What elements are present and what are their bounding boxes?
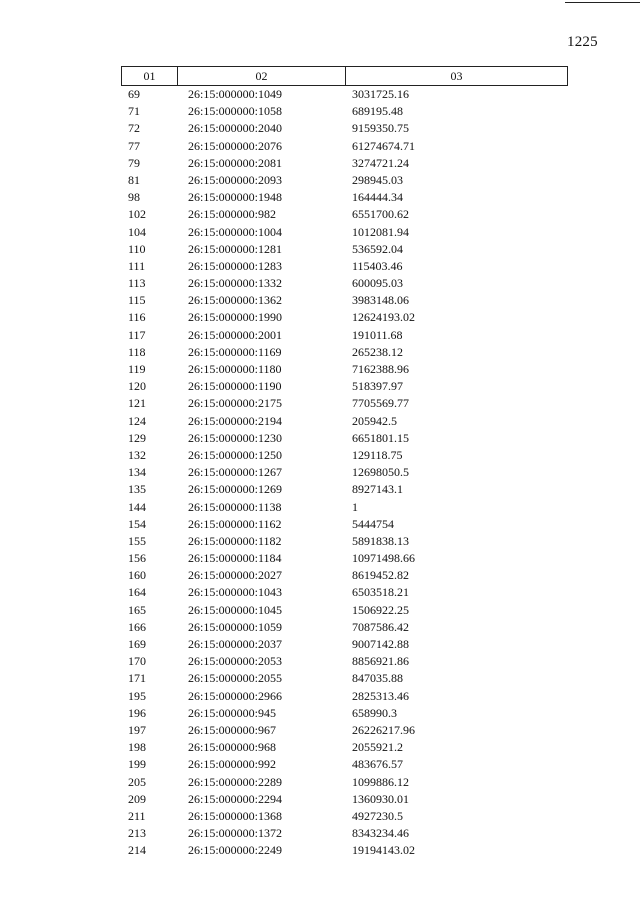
column-header-02: 02 xyxy=(178,67,346,85)
cell-number: 117 xyxy=(128,327,146,342)
cell-value: 1360930.01 xyxy=(352,791,409,806)
cell-cadastral-id: 26:15:000000:2076 xyxy=(188,138,283,153)
cell-value: 9159350.75 xyxy=(352,121,409,136)
cell-cadastral-id: 26:15:000000:1049 xyxy=(188,87,283,101)
cell-value: 7162388.96 xyxy=(352,362,409,376)
cell-cadastral-id: 26:15:000000:1267 xyxy=(188,465,283,480)
cell-number: 196 xyxy=(128,705,146,720)
cell-cadastral-id: 26:15:000000:1332 xyxy=(188,276,283,291)
table-row xyxy=(121,584,568,601)
cell-value: 10971498.66 xyxy=(352,551,415,566)
cell-value: 164444.34 xyxy=(352,190,403,205)
cell-number: 211 xyxy=(128,808,146,823)
cell-value: 12698050.5 xyxy=(352,465,409,480)
cell-value: 7705569.77 xyxy=(352,396,409,411)
cell-number: 154 xyxy=(128,516,146,531)
cell-number: 198 xyxy=(128,740,146,755)
cell-value: 265238.12 xyxy=(352,344,403,359)
page-number: 1225 xyxy=(567,34,598,50)
cell-cadastral-id: 26:15:000000:982 xyxy=(188,207,277,222)
cell-value: 1099886.12 xyxy=(352,774,409,789)
cell-cadastral-id: 26:15:000000:1990 xyxy=(188,310,283,325)
cell-number: 124 xyxy=(128,413,146,428)
cell-value: 3274721.24 xyxy=(352,155,409,170)
table-row xyxy=(121,224,568,241)
column-header-01: 01 xyxy=(122,67,178,85)
cell-number: 79 xyxy=(128,155,140,170)
cell-cadastral-id: 26:15:000000:1169 xyxy=(188,344,282,359)
table-row xyxy=(121,327,568,344)
cell-value: 536592.04 xyxy=(352,241,403,256)
cell-value: 6651801.15 xyxy=(352,430,409,445)
cell-number: 118 xyxy=(128,344,146,359)
table-row xyxy=(121,567,568,584)
cell-number: 134 xyxy=(128,465,146,480)
cell-cadastral-id: 26:15:000000:992 xyxy=(188,757,277,772)
cell-value: 6503518.21 xyxy=(352,585,409,600)
cell-value: 6551700.62 xyxy=(352,207,409,222)
cell-number: 111 xyxy=(128,258,146,273)
cell-value: 689195.48 xyxy=(352,104,403,119)
table-row xyxy=(121,756,568,773)
cell-number: 135 xyxy=(128,482,146,497)
cell-number: 119 xyxy=(128,362,146,376)
cell-cadastral-id: 26:15:000000:1184 xyxy=(188,551,282,566)
table-row xyxy=(121,670,568,687)
table-row xyxy=(121,653,568,670)
cell-number: 69 xyxy=(128,87,140,101)
table-row xyxy=(121,688,568,705)
cell-value: 9007142.88 xyxy=(352,637,409,651)
cell-cadastral-id: 26:15:000000:2081 xyxy=(188,155,283,170)
cell-cadastral-id: 26:15:000000:2053 xyxy=(188,654,283,669)
cell-value: 19194143.02 xyxy=(352,843,415,858)
cell-cadastral-id: 26:15:000000:945 xyxy=(188,705,277,720)
table-row xyxy=(121,550,568,567)
cell-value: 658990.3 xyxy=(352,705,397,720)
table-row xyxy=(121,499,568,516)
cell-cadastral-id: 26:15:000000:2093 xyxy=(188,172,283,187)
cell-cadastral-id: 26:15:000000:2037 xyxy=(188,637,283,651)
cell-number: 155 xyxy=(128,533,146,548)
cell-cadastral-id: 26:15:000000:1138 xyxy=(188,499,282,514)
cell-number: 199 xyxy=(128,757,146,772)
table-header-row xyxy=(121,66,568,86)
table-row xyxy=(121,378,568,395)
data-table xyxy=(121,66,568,859)
table-row xyxy=(121,808,568,825)
table-body xyxy=(121,86,568,859)
cell-number: 195 xyxy=(128,688,146,703)
table-row xyxy=(121,722,568,739)
cell-number: 121 xyxy=(128,396,146,411)
cell-cadastral-id: 26:15:000000:1182 xyxy=(188,533,282,548)
cell-cadastral-id: 26:15:000000:1045 xyxy=(188,602,283,617)
cell-value: 12624193.02 xyxy=(352,310,415,325)
cell-number: 170 xyxy=(128,654,146,669)
table-row xyxy=(121,413,568,430)
cell-number: 113 xyxy=(128,276,146,291)
cell-cadastral-id: 26:15:000000:2194 xyxy=(188,413,283,428)
table-row xyxy=(121,258,568,275)
cell-cadastral-id: 26:15:000000:2001 xyxy=(188,327,283,342)
table-row xyxy=(121,292,568,309)
cell-value: 205942.5 xyxy=(352,413,397,428)
cell-cadastral-id: 26:15:000000:1368 xyxy=(188,808,283,823)
table-row xyxy=(121,344,568,361)
cell-cadastral-id: 26:15:000000:1283 xyxy=(188,258,283,273)
cell-number: 164 xyxy=(128,585,146,600)
cell-number: 209 xyxy=(128,791,146,806)
table-row xyxy=(121,309,568,326)
cell-value: 2825313.46 xyxy=(352,688,409,703)
cell-cadastral-id: 26:15:000000:1269 xyxy=(188,482,283,497)
cell-number: 98 xyxy=(128,190,140,205)
column-header-03: 03 xyxy=(450,69,463,83)
cell-number: 72 xyxy=(128,121,140,136)
cell-number: 104 xyxy=(128,224,146,239)
table-row xyxy=(121,739,568,756)
table-row xyxy=(121,825,568,842)
cell-cadastral-id: 26:15:000000:1058 xyxy=(188,104,283,119)
cell-cadastral-id: 26:15:000000:1162 xyxy=(188,516,282,531)
table-row xyxy=(121,533,568,550)
table-row xyxy=(121,705,568,722)
cell-number: 120 xyxy=(128,379,146,394)
table-row xyxy=(121,155,568,172)
cell-number: 71 xyxy=(128,104,140,119)
cell-value: 5444754 xyxy=(352,516,394,531)
cell-cadastral-id: 26:15:000000:1948 xyxy=(188,190,283,205)
table-row xyxy=(121,189,568,206)
cell-cadastral-id: 26:15:000000:967 xyxy=(188,722,277,737)
cell-cadastral-id: 26:15:000000:1250 xyxy=(188,447,283,462)
cell-cadastral-id: 26:15:000000:1004 xyxy=(188,224,283,239)
table-row xyxy=(121,86,568,103)
cell-number: 160 xyxy=(128,568,146,583)
cell-value: 8927143.1 xyxy=(352,482,403,497)
cell-value: 518397.97 xyxy=(352,379,403,394)
table-row xyxy=(121,481,568,498)
cell-number: 115 xyxy=(128,293,146,308)
cell-value: 8856921.86 xyxy=(352,654,409,669)
cell-number: 169 xyxy=(128,637,146,651)
cell-value: 1 xyxy=(352,499,358,514)
table-row xyxy=(121,172,568,189)
cell-cadastral-id: 26:15:000000:2055 xyxy=(188,671,283,686)
cell-value: 26226217.96 xyxy=(352,722,415,737)
cell-number: 81 xyxy=(128,172,140,187)
cell-value: 3031725.16 xyxy=(352,87,409,101)
cell-cadastral-id: 26:15:000000:2966 xyxy=(188,688,283,703)
cell-value: 129118.75 xyxy=(352,447,403,462)
table-row xyxy=(121,842,568,859)
cell-number: 165 xyxy=(128,602,146,617)
cell-number: 132 xyxy=(128,447,146,462)
table-row xyxy=(121,791,568,808)
table-row xyxy=(121,774,568,791)
cell-number: 129 xyxy=(128,430,146,445)
cell-value: 61274674.71 xyxy=(352,138,415,153)
table-row xyxy=(121,447,568,464)
cell-value: 7087586.42 xyxy=(352,619,409,634)
cell-cadastral-id: 26:15:000000:2175 xyxy=(188,396,283,411)
cell-value: 483676.57 xyxy=(352,757,403,772)
cell-cadastral-id: 26:15:000000:1043 xyxy=(188,585,283,600)
cell-number: 171 xyxy=(128,671,146,686)
cell-cadastral-id: 26:15:000000:1362 xyxy=(188,293,283,308)
cell-number: 205 xyxy=(128,774,146,789)
cell-value: 4927230.5 xyxy=(352,808,403,823)
table-row xyxy=(121,241,568,258)
table-row xyxy=(121,430,568,447)
cell-value: 847035.88 xyxy=(352,671,403,686)
cell-number: 102 xyxy=(128,207,146,222)
cell-number: 144 xyxy=(128,499,146,514)
table-row xyxy=(121,206,568,223)
cell-cadastral-id: 26:15:000000:1180 xyxy=(188,362,282,376)
cell-cadastral-id: 26:15:000000:968 xyxy=(188,740,277,755)
cell-value: 3983148.06 xyxy=(352,293,409,308)
table-row xyxy=(121,636,568,653)
cell-cadastral-id: 26:15:000000:1281 xyxy=(188,241,283,256)
cell-number: 213 xyxy=(128,826,146,841)
table-row xyxy=(121,602,568,619)
top-rule xyxy=(565,2,640,3)
table-row xyxy=(121,120,568,137)
table-row xyxy=(121,464,568,481)
cell-cadastral-id: 26:15:000000:2289 xyxy=(188,774,283,789)
table-row xyxy=(121,395,568,412)
table-row xyxy=(121,275,568,292)
cell-cadastral-id: 26:15:000000:2294 xyxy=(188,791,283,806)
cell-number: 166 xyxy=(128,619,146,634)
table-row xyxy=(121,516,568,533)
cell-value: 1012081.94 xyxy=(352,224,409,239)
cell-cadastral-id: 26:15:000000:2027 xyxy=(188,568,283,583)
table-row xyxy=(121,138,568,155)
cell-number: 197 xyxy=(128,722,146,737)
cell-cadastral-id: 26:15:000000:1190 xyxy=(188,379,282,394)
cell-number: 110 xyxy=(128,241,146,256)
cell-value: 2055921.2 xyxy=(352,740,403,755)
cell-number: 214 xyxy=(128,843,146,858)
cell-number: 77 xyxy=(128,138,140,153)
table-row xyxy=(121,103,568,120)
cell-cadastral-id: 26:15:000000:2040 xyxy=(188,121,283,136)
cell-value: 1506922.25 xyxy=(352,602,409,617)
cell-value: 8343234.46 xyxy=(352,826,409,841)
cell-value: 191011.68 xyxy=(352,327,403,342)
cell-number: 156 xyxy=(128,551,146,566)
table-row xyxy=(121,361,568,378)
cell-number: 116 xyxy=(128,310,146,325)
cell-value: 8619452.82 xyxy=(352,568,409,583)
cell-value: 5891838.13 xyxy=(352,533,409,548)
cell-value: 115403.46 xyxy=(352,258,403,273)
cell-cadastral-id: 26:15:000000:2249 xyxy=(188,843,283,858)
cell-value: 600095.03 xyxy=(352,276,403,291)
table-row xyxy=(121,619,568,636)
cell-cadastral-id: 26:15:000000:1372 xyxy=(188,826,283,841)
cell-value: 298945.03 xyxy=(352,172,403,187)
cell-cadastral-id: 26:15:000000:1230 xyxy=(188,430,283,445)
cell-cadastral-id: 26:15:000000:1059 xyxy=(188,619,283,634)
